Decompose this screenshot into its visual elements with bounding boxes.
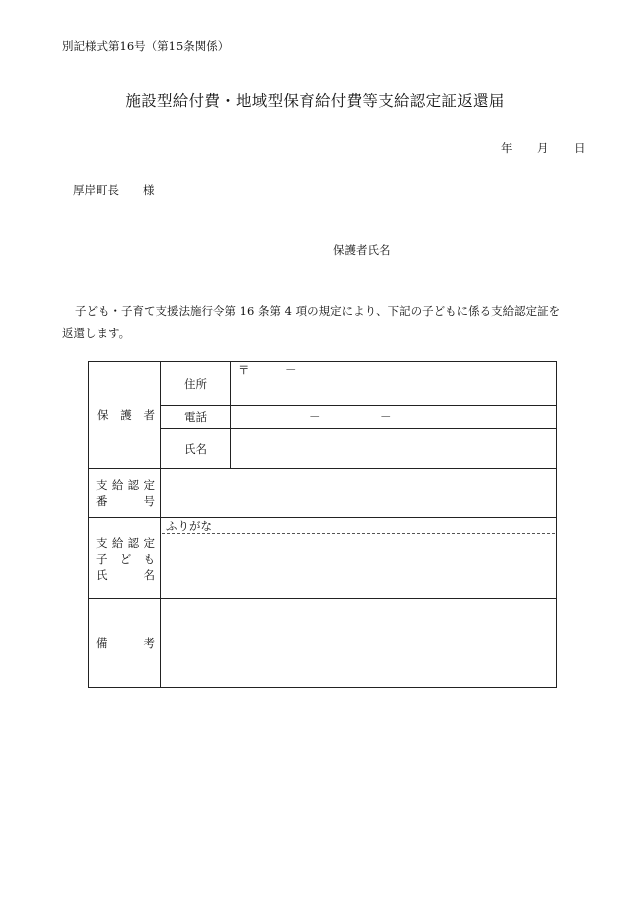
furigana-divider [162,533,555,534]
date-month-label: 月 [537,141,549,155]
phone-label: 電話 [184,410,207,424]
addressee-name: 厚岸町長 [73,183,119,197]
address-field[interactable] [231,375,556,405]
guardian-name-label: 氏名 [184,442,207,456]
statement-line-2: 返還します。 [62,326,131,340]
guardian-label: 保 護 者 [97,408,155,422]
child-name-field[interactable] [161,535,556,598]
furigana-field[interactable] [161,518,556,533]
page-title: 施設型給付費・地域型保育給付費等支給認定証返還届 [125,92,505,110]
phone-field[interactable] [231,406,556,428]
cert-number-field[interactable] [161,469,556,517]
remarks-field[interactable] [161,599,556,687]
remarks-label: 備 考 [96,636,155,650]
child-name-label: 支 給 認 定 子 ど も 氏 名 [96,536,155,582]
postal-code-dash: － [285,363,297,377]
address-label: 住所 [184,377,207,391]
guardian-name-field[interactable] [231,429,556,468]
date-day-label: 日 [574,141,586,155]
phone-dash-2: － [380,410,392,424]
postal-mark: 〒 [238,363,250,377]
addressee-honorific: 様 [143,183,155,197]
statement-line-1: 子ども・子育て支援法施行令第 16 条第 4 項の規定により、下記の子どもに係る支給認定証を [75,304,561,318]
cert-number-label: 支 給 認 定 番 号 [96,478,155,508]
furigana-label: ふりがな [166,519,212,533]
date-year-label: 年 [501,141,513,155]
guardian-signature-label: 保護者氏名 [333,243,391,257]
form-number-label: 別記様式第16号（第15条関係） [62,39,230,53]
phone-dash-1: － [309,410,321,424]
